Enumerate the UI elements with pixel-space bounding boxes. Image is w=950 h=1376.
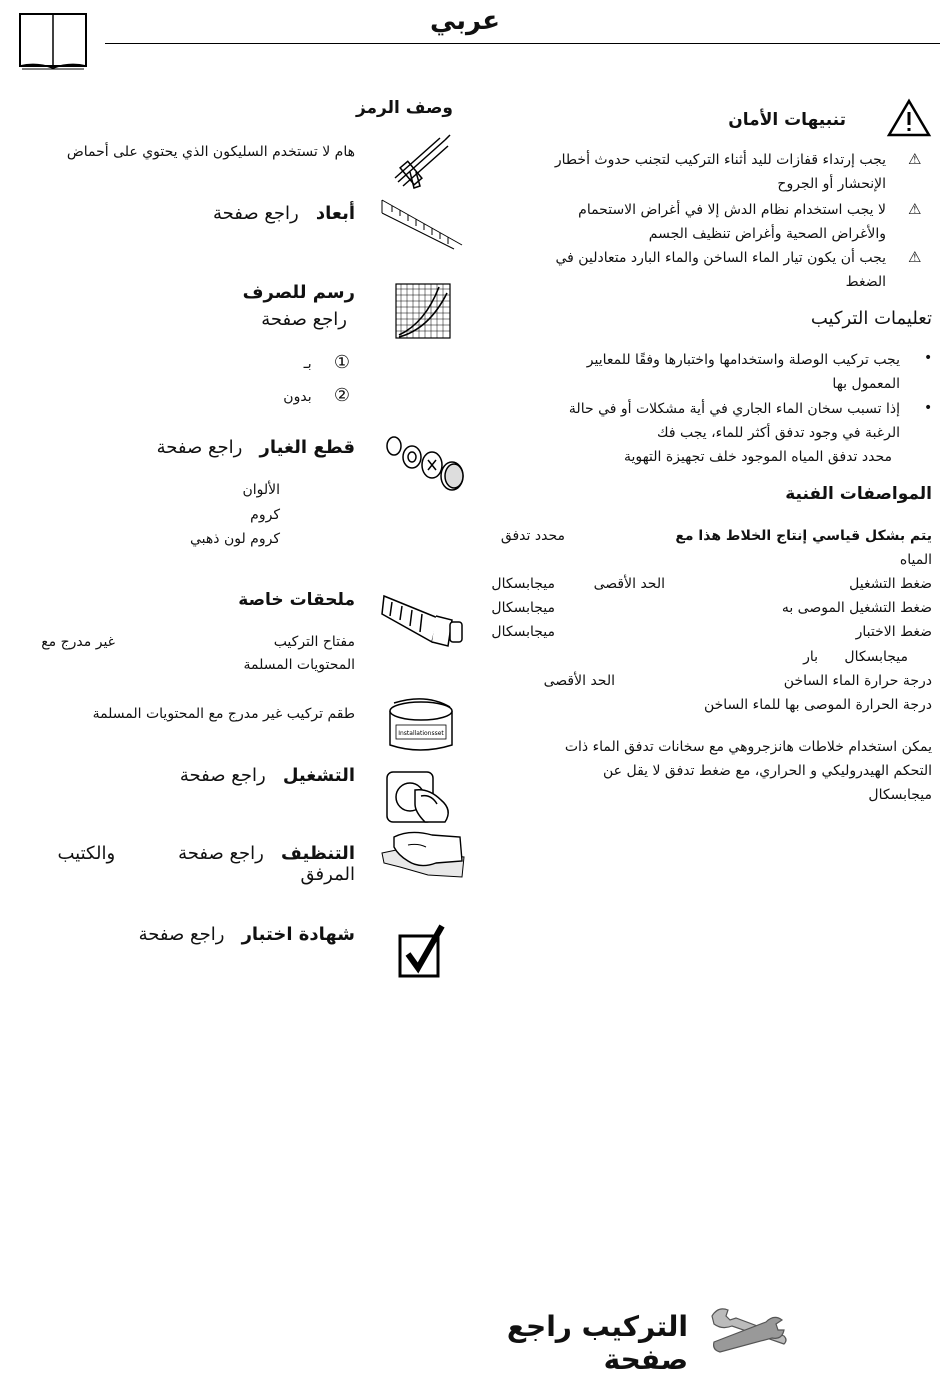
install-item-1-line-1: يجب تركيب الوصلة واستخدامها واختبارها وفقًا للمعايير bbox=[586, 352, 900, 368]
tech-specs-title: المواصفات الفنية bbox=[785, 484, 932, 504]
warning-3-line-1: يجب أن يكون تيار الماء الساخن والماء البارد متعادلين في bbox=[555, 250, 886, 266]
warning-icon: ⚠ bbox=[908, 150, 922, 168]
option-1-row bbox=[250, 351, 350, 376]
dimensions-see-page: راجع صفحة bbox=[212, 203, 299, 224]
cleaning-label: التنظيف bbox=[281, 843, 355, 864]
cleaning-see-page: راجع صفحة bbox=[178, 843, 264, 864]
spec-row-1-label: ضغط التشغيل bbox=[849, 576, 932, 592]
test-pressure-sub-bar: بار bbox=[803, 649, 818, 665]
flow-chart-icon bbox=[395, 283, 451, 339]
colors-title: الألوان bbox=[242, 482, 280, 498]
flow-chart-see-page: راجع صفحة bbox=[261, 309, 347, 330]
option-2-label: بدون bbox=[283, 389, 312, 405]
silicone-gun-icon bbox=[390, 132, 455, 192]
flow-chart-label: رسم للصرف bbox=[242, 282, 355, 303]
certificate-row bbox=[100, 924, 355, 945]
spec-row-2-label: ضغط التشغيل الموصى به bbox=[781, 600, 932, 616]
spec-row-1-mid: الحد الأقصى bbox=[593, 576, 665, 592]
spare-parts-icon bbox=[384, 432, 466, 494]
spare-parts-see-page: راجع صفحة bbox=[156, 437, 243, 458]
tech-intro-line-2: المياه bbox=[899, 552, 932, 568]
cleaning-hand-icon bbox=[380, 825, 466, 880]
option-2-number: ② bbox=[333, 385, 350, 406]
spec-row-3-unit: ميجابسكال bbox=[491, 624, 555, 640]
warning-2-line-2: والأغراض الصحية وأغراض تنظيف الجسم bbox=[648, 226, 886, 242]
install-key-not-included: غير مدرج مع bbox=[41, 634, 115, 650]
warning-triangle-icon bbox=[886, 98, 932, 138]
certificate-label: شهادة اختبار bbox=[241, 924, 355, 945]
page-title: عربي bbox=[429, 6, 500, 36]
install-key-label: مفتاح التركيب bbox=[273, 634, 355, 650]
install-item-2-line-2: الرغبة في وجود تدفق أكثر للماء، يجب فك bbox=[657, 425, 900, 441]
safety-title: تنبيهات الأمان bbox=[728, 110, 846, 130]
note-line-2: التحكم الهيدروليكي و الحراري، مع ضغط تدفق لا يقل عن bbox=[603, 763, 932, 779]
spare-parts-label: قطع الغيار bbox=[259, 437, 355, 458]
dimensions-label: أبعاد bbox=[315, 203, 355, 224]
spec-row-3-label: ضغط الاختبار bbox=[855, 624, 932, 640]
warning-2-line-1: لا يجب استخدام نظام الدش إلا في أغراض الاستحمام bbox=[578, 202, 886, 218]
bullet: • bbox=[924, 350, 933, 366]
silicone-note: هام لا تستخدم السليكون الذي يحتوي على أحماض bbox=[66, 144, 355, 160]
spec-row-1-unit: ميجابسكال bbox=[491, 576, 555, 592]
warning-3-line-2: الضغط bbox=[845, 274, 886, 290]
operation-see-page: راجع صفحة bbox=[179, 765, 266, 786]
cleaning-extra: والكتيب المرفق bbox=[57, 843, 355, 885]
wrench-icon bbox=[708, 1302, 790, 1354]
color-chrome: كروم bbox=[250, 507, 280, 523]
installation-kit-note: طقم تركيب غير مدرج مع المحتويات المسلمة bbox=[92, 706, 355, 722]
tech-intro-rest: محدد تدفق bbox=[500, 528, 565, 544]
install-item-2-line-3: محدد تدفق المياه الموجود خلف تجهيزة التهوية bbox=[623, 449, 892, 465]
checkbox-checked-icon bbox=[398, 922, 446, 980]
spec-row-2-unit: ميجابسكال bbox=[491, 600, 555, 616]
spare-parts-row bbox=[100, 437, 355, 458]
color-chrome-gold: كروم لون ذهبي bbox=[189, 531, 280, 547]
dimensions-row bbox=[150, 203, 355, 224]
book-icon bbox=[18, 12, 88, 70]
installation-kit-icon bbox=[386, 697, 456, 755]
operation-icon bbox=[385, 770, 455, 825]
warning-icon: ⚠ bbox=[908, 200, 922, 218]
recommended-temp: درجة الحرارة الموصى بها للماء الساخن bbox=[703, 697, 932, 713]
hot-temp-max: الحد الأقصى bbox=[543, 673, 615, 689]
bullet: • bbox=[924, 400, 933, 416]
install-item-2-line-1: إذا تسبب سخان الماء الجاري في أية مشكلات أو في حالة bbox=[568, 401, 900, 417]
operation-row bbox=[120, 765, 355, 786]
installation-footer-title: التركيب راجع صفحة bbox=[506, 1310, 688, 1376]
tech-intro-bold: يتم بشكل قياسي إنتاج الخلاط هذا مع bbox=[675, 528, 932, 544]
header-rule bbox=[105, 43, 940, 44]
option-1-label: بـ bbox=[303, 356, 312, 372]
certificate-see-page: راجع صفحة bbox=[138, 924, 225, 945]
warning-1-line-2: الإنحشار أو الجروح bbox=[777, 176, 886, 192]
option-1-number: ① bbox=[333, 352, 350, 373]
accessories-title: ملحقات خاصة bbox=[238, 590, 355, 610]
install-key-contents: المحتويات المسلمة bbox=[243, 657, 355, 673]
install-instructions-title: تعليمات التركيب bbox=[810, 308, 932, 329]
warning-icon: ⚠ bbox=[908, 248, 922, 266]
install-item-1-line-2: المعمول بها bbox=[832, 376, 900, 392]
warning-1-line-1: يجب إرتداء قفازات لليد أثناء التركيب لتجنب حدوث أخطار bbox=[554, 152, 886, 168]
note-line-1: يمكن استخدام خلاطات هانزجروهي مع سخانات تدفق الماء ذات bbox=[564, 739, 932, 755]
cleaning-row bbox=[5, 843, 355, 885]
option-2-row bbox=[250, 384, 350, 409]
test-pressure-sub-unit: ميجابسكال bbox=[844, 649, 908, 665]
ruler-icon bbox=[380, 195, 465, 250]
install-key-icon bbox=[380, 590, 466, 650]
note-line-3: ميجابسكال bbox=[868, 787, 932, 803]
operation-label: التشغيل bbox=[282, 765, 355, 786]
hot-temp-label: درجة حرارة الماء الساخن bbox=[783, 673, 932, 689]
symbol-description-title: وصف الرمز bbox=[355, 98, 453, 118]
installation-kit-label: Installationsset bbox=[398, 730, 444, 737]
